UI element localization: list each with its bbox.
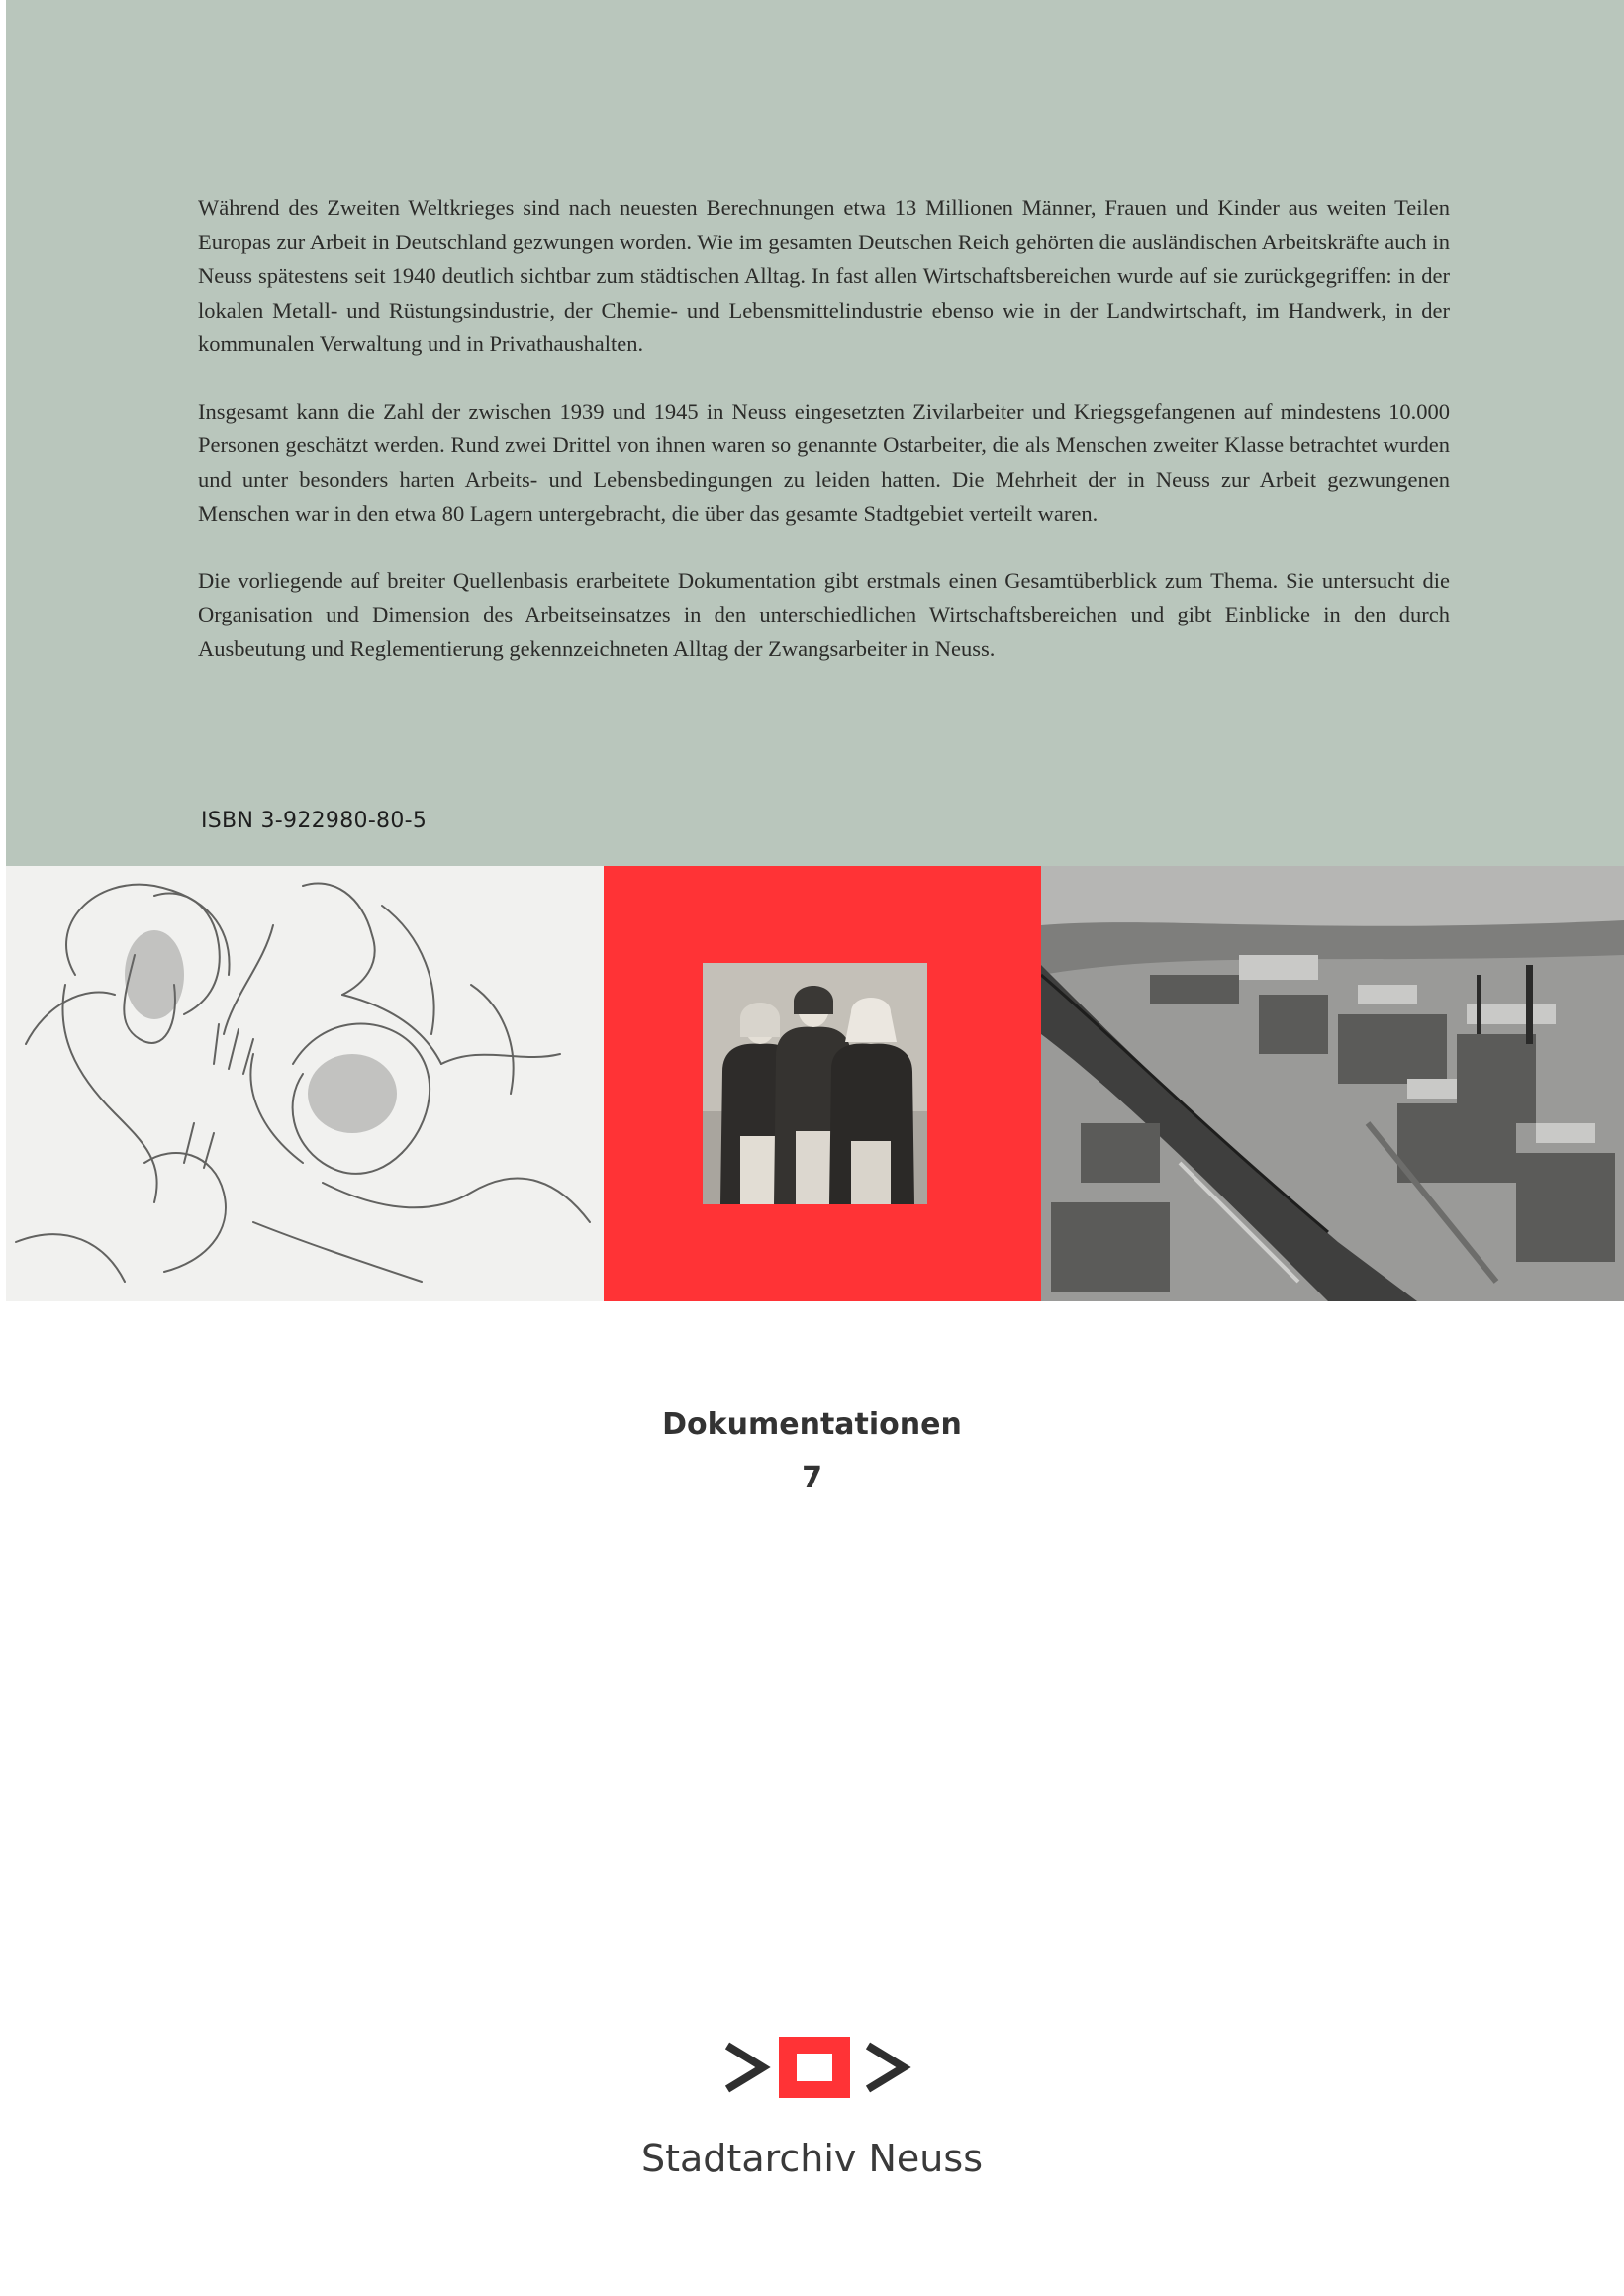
arrow-square-arrow-logo-icon bbox=[719, 2033, 917, 2102]
red-photo-frame bbox=[604, 866, 1041, 1301]
blurb-paragraph-2: Insgesamt kann die Zahl der zwischen 1939 und 1945 in Neuss eingesetzten Zivilarbeiter und Kriegsgefangenen auf mindestens 10.000 Personen geschätzt werden. Rund zwei Drittel von ihnen waren so genannte Ostarbeiter, die als Menschen zweiter Klasse betrachtet wurden und unter besonders harten Arbeits- und Lebensbedingungen zu leiden hatten. Die Mehrheit der in Neuss zur Arbeit gezwungenen Menschen war in den etwa 80 Lagern untergebracht, die über das gesamte Stadtgebiet verteilt waren. bbox=[198, 398, 1450, 526]
isbn-label: ISBN 3-922980-80-5 bbox=[201, 809, 428, 833]
series-title: Dokumentationen bbox=[662, 1407, 962, 1442]
publisher-name: Stadtarchiv Neuss bbox=[641, 2137, 983, 2180]
blurb-paragraph-1: Während des Zweiten Weltkrieges sind nach neuesten Berechnungen etwa 13 Millionen Männer, Frauen und Kinder aus weiten Teilen Europas zur Arbeit in Deutschland gezwungen worden. Wie im gesamten Deutschen Reich gehörten die ausländischen Arbeitskräfte auch in Neuss spätestens seit 1940 deutlich sichtbar zum städtischen Alltag. In fast allen Wirtschaftsbereichen wurde auf sie zurückgegriffen: in der lokalen Metall- und Rüstungsindustrie, der Chemie- und Lebensmittelindustrie ebenso wie in der Landwirtschaft, im Handwerk, in der kommunalen Verwaltung und in Privathaushalten. bbox=[198, 195, 1450, 356]
series-block bbox=[0, 1398, 1624, 1505]
aerial-photo bbox=[1041, 866, 1624, 1301]
sketch-image bbox=[6, 866, 604, 1301]
portrait-photo bbox=[703, 963, 927, 1204]
blurb-text bbox=[198, 191, 1450, 699]
series-number: 7 bbox=[802, 1461, 822, 1495]
blurb-paragraph-3: Die vorliegende auf breiter Quellenbasis erarbeitete Dokumentation gibt erstmals einen Gesamtüberblick zum Thema. Sie untersucht die Organisation und Dimension des Arbeitseinsatzes in den unterschiedlichen Wirtschaftsbereichen und gibt Einblicke in den durch Ausbeutung und Reglementierung gekennzeichneten Alltag der Zwangsarbeiter in Neuss. bbox=[198, 567, 1450, 661]
